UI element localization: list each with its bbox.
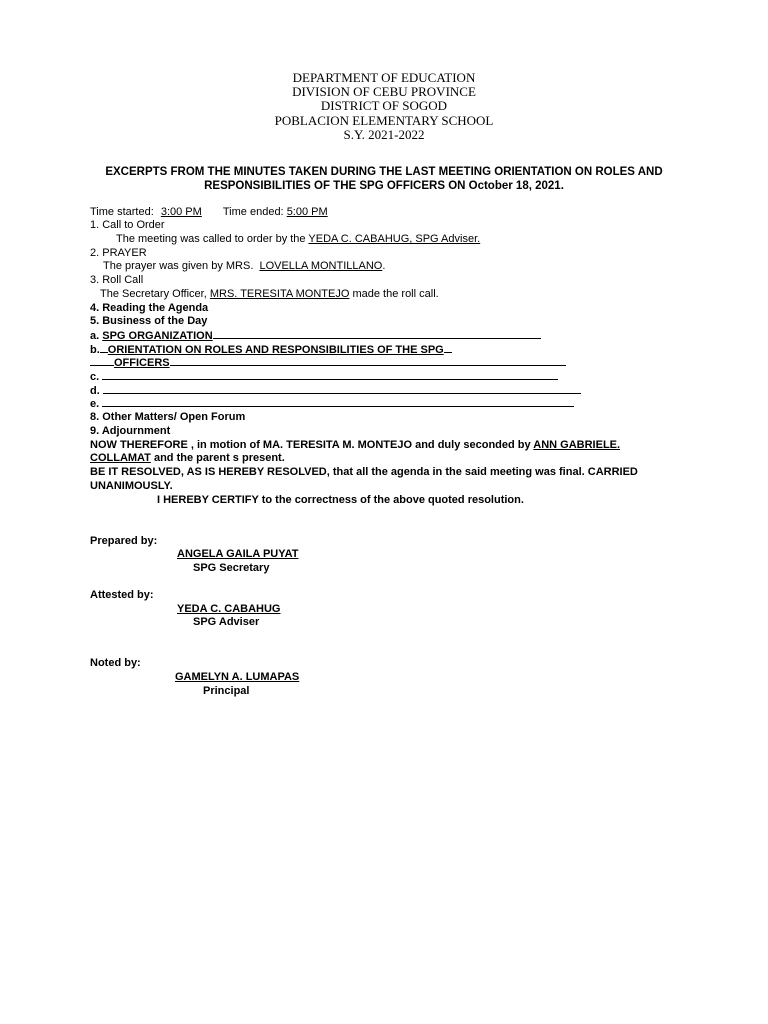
title-line-2: RESPONSIBILITIES OF THE SPG OFFICERS ON October 18, 2021.	[204, 180, 564, 192]
item-e-prefix: e.	[90, 398, 100, 410]
resolved-line-1: BE IT RESOLVED, AS IS HEREBY RESOLVED, that all the agenda in the said meeting was final. CARRIED	[90, 466, 638, 478]
item-b-prefix: b.	[90, 344, 100, 356]
roll-call-text-2: made the roll call.	[352, 288, 439, 300]
item-c-prefix: c.	[90, 371, 100, 383]
adjournment: 9. Adjournment	[90, 425, 171, 437]
agenda-item-b	[90, 343, 452, 357]
prayer-period: .	[382, 260, 386, 272]
department-line: DEPARTMENT OF EDUCATION	[292, 70, 476, 85]
roll-call-name: MRS. TERESITA MONTEJO	[209, 288, 350, 300]
seconder-name-2: COLLAMAT	[90, 452, 151, 464]
school-line: POBLACION ELEMENTARY SCHOOL	[274, 112, 494, 128]
resolved-line-2: UNANIMOUSLY.	[90, 480, 173, 492]
agenda-item-d	[90, 384, 581, 398]
roll-call-text-line	[100, 288, 439, 301]
item-e-blank	[102, 397, 574, 407]
call-to-order-text	[116, 233, 480, 246]
item-a-prefix: a.	[90, 330, 100, 342]
letterhead	[0, 71, 768, 142]
attested-by-label: Attested by:	[90, 589, 154, 601]
roll-call-heading: 3. Roll Call	[90, 274, 144, 286]
roll-call-text-1: The Secretary Officer,	[100, 288, 207, 300]
item-b2-blank-tail	[170, 356, 566, 366]
agenda-item-e	[90, 397, 574, 411]
district-line: DISTRICT OF SOGOD	[320, 98, 448, 114]
reading-agenda: 4. Reading the Agenda	[90, 302, 209, 314]
prayer-text: The prayer was given by MRS.	[103, 260, 254, 272]
time-ended-label: Time ended:	[222, 206, 284, 218]
prepared-by-label: Prepared by:	[90, 535, 158, 547]
time-line	[90, 206, 328, 219]
item-d-prefix: d.	[90, 385, 100, 397]
item-c-blank	[102, 370, 558, 380]
agenda-item-b-continued	[90, 356, 566, 370]
attested-by-role: SPG Adviser	[193, 616, 260, 628]
noted-by-role: Principal	[203, 685, 250, 697]
noted-by-label: Noted by:	[90, 657, 141, 669]
agenda-item-c	[90, 370, 558, 384]
item-b-blank-tail	[444, 343, 452, 353]
call-to-order-heading: 1. Call to Order	[90, 219, 165, 231]
seconder-name-1: ANN GABRIELE.	[533, 439, 621, 451]
title-line-1: EXCERPTS FROM THE MINUTES TAKEN DURING THE LAST MEETING ORIENTATION ON ROLES AND	[105, 166, 663, 178]
item-b2-text: OFFICERS	[114, 357, 170, 369]
certification-line: I HEREBY CERTIFY to the correctness of the above quoted resolution.	[157, 494, 524, 506]
item-b-blank-lead	[100, 343, 108, 353]
other-matters: 8. Other Matters/ Open Forum	[90, 411, 246, 423]
prayer-text-line	[103, 260, 385, 273]
now-therefore-line-1	[90, 439, 620, 452]
school-year-line: S.Y. 2021-2022	[343, 126, 425, 142]
division-line: DIVISION OF CEBU PROVINCE	[292, 84, 476, 100]
item-b2-blank-lead	[90, 356, 114, 366]
item-b-text: ORIENTATION ON ROLES AND RESPONSIBILITIES OF THE SPG	[107, 344, 444, 356]
prepared-by-role: SPG Secretary	[193, 562, 270, 574]
attested-by-name: YEDA C. CABAHUG	[177, 603, 281, 615]
now-therefore-end: and the parent s present.	[153, 452, 285, 464]
prayer-heading: 2. PRAYER	[90, 247, 147, 259]
noted-by-name: GAMELYN A. LUMAPAS	[175, 671, 300, 683]
agenda-item-a	[90, 329, 541, 343]
business-of-day: 5. Business of the Day	[90, 315, 208, 327]
time-ended-value: 5:00 PM	[286, 206, 328, 218]
time-started-value: 3:00 PM	[160, 206, 202, 218]
now-therefore-line-2	[90, 452, 285, 465]
time-started-label: Time started:	[90, 206, 154, 218]
call-text: The meeting was called to order by the	[116, 233, 306, 245]
now-therefore-text: NOW THEREFORE , in motion of MA. TERESITA M. MONTEJO and duly seconded by	[90, 439, 531, 451]
item-d-blank	[103, 384, 581, 394]
item-a-text: SPG ORGANIZATION	[102, 330, 213, 342]
prayer-name: LOVELLA MONTILLANO	[259, 260, 383, 272]
prepared-by-name: ANGELA GAILA PUYAT	[177, 548, 299, 560]
document-title	[0, 165, 768, 193]
item-a-blank	[213, 329, 541, 339]
call-adviser-name: YEDA C. CABAHUG, SPG Adviser.	[308, 233, 481, 245]
